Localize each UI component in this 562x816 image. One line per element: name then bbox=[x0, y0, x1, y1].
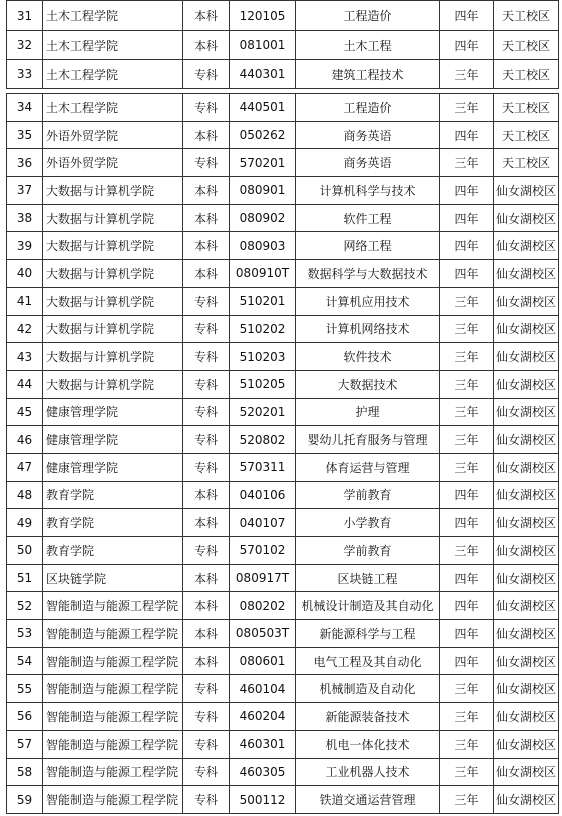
study-years: 三年 bbox=[440, 370, 494, 398]
education-level: 专科 bbox=[183, 94, 230, 122]
campus-name: 仙女湖校区 bbox=[494, 232, 559, 260]
major-name: 学前教育 bbox=[296, 537, 440, 565]
college-name: 智能制造与能源工程学院 bbox=[43, 786, 183, 814]
education-level: 本科 bbox=[183, 647, 230, 675]
education-level: 本科 bbox=[183, 232, 230, 260]
campus-name: 天工校区 bbox=[494, 149, 559, 177]
education-level: 专科 bbox=[183, 315, 230, 343]
row-number: 40 bbox=[7, 260, 43, 288]
campus-name: 仙女湖校区 bbox=[494, 730, 559, 758]
college-name: 大数据与计算机学院 bbox=[43, 204, 183, 232]
table-row bbox=[7, 232, 559, 260]
campus-name: 天工校区 bbox=[494, 31, 559, 60]
table-row bbox=[7, 481, 559, 509]
major-code: 080202 bbox=[230, 592, 296, 620]
education-level: 本科 bbox=[183, 121, 230, 149]
college-name: 大数据与计算机学院 bbox=[43, 370, 183, 398]
campus-name: 仙女湖校区 bbox=[494, 786, 559, 814]
table-row bbox=[7, 509, 559, 537]
major-name: 商务英语 bbox=[296, 121, 440, 149]
table-row bbox=[7, 94, 559, 122]
education-level: 专科 bbox=[183, 675, 230, 703]
study-years: 四年 bbox=[440, 232, 494, 260]
major-code: 440301 bbox=[230, 60, 296, 89]
table-row bbox=[7, 287, 559, 315]
campus-name: 仙女湖校区 bbox=[494, 564, 559, 592]
education-level: 本科 bbox=[183, 177, 230, 205]
study-years: 四年 bbox=[440, 204, 494, 232]
table-row bbox=[7, 703, 559, 731]
college-name: 教育学院 bbox=[43, 481, 183, 509]
college-name: 大数据与计算机学院 bbox=[43, 287, 183, 315]
table-row bbox=[7, 177, 559, 205]
row-number: 36 bbox=[7, 149, 43, 177]
major-name: 工程造价 bbox=[296, 1, 440, 31]
table-row bbox=[7, 730, 559, 758]
campus-name: 仙女湖校区 bbox=[494, 509, 559, 537]
row-number: 48 bbox=[7, 481, 43, 509]
row-number: 38 bbox=[7, 204, 43, 232]
campus-name: 仙女湖校区 bbox=[494, 481, 559, 509]
major-name: 工程造价 bbox=[296, 94, 440, 122]
study-years: 四年 bbox=[440, 564, 494, 592]
campus-name: 仙女湖校区 bbox=[494, 537, 559, 565]
education-level: 本科 bbox=[183, 260, 230, 288]
major-code: 080903 bbox=[230, 232, 296, 260]
major-name: 大数据技术 bbox=[296, 370, 440, 398]
study-years: 四年 bbox=[440, 647, 494, 675]
major-name: 电气工程及其自动化 bbox=[296, 647, 440, 675]
campus-name: 仙女湖校区 bbox=[494, 703, 559, 731]
education-level: 专科 bbox=[183, 453, 230, 481]
row-number: 55 bbox=[7, 675, 43, 703]
campus-name: 仙女湖校区 bbox=[494, 177, 559, 205]
college-name: 教育学院 bbox=[43, 537, 183, 565]
college-name: 健康管理学院 bbox=[43, 426, 183, 454]
major-name: 区块链工程 bbox=[296, 564, 440, 592]
row-number: 43 bbox=[7, 343, 43, 371]
college-name: 外语外贸学院 bbox=[43, 149, 183, 177]
study-years: 四年 bbox=[440, 592, 494, 620]
education-level: 专科 bbox=[183, 730, 230, 758]
major-name: 学前教育 bbox=[296, 481, 440, 509]
major-code: 040106 bbox=[230, 481, 296, 509]
row-number: 51 bbox=[7, 564, 43, 592]
education-level: 本科 bbox=[183, 31, 230, 60]
education-level: 本科 bbox=[183, 620, 230, 648]
row-number: 58 bbox=[7, 758, 43, 786]
row-number: 33 bbox=[7, 60, 43, 89]
study-years: 四年 bbox=[440, 260, 494, 288]
study-years: 三年 bbox=[440, 703, 494, 731]
campus-name: 仙女湖校区 bbox=[494, 620, 559, 648]
education-level: 专科 bbox=[183, 60, 230, 89]
major-code: 510203 bbox=[230, 343, 296, 371]
college-name: 智能制造与能源工程学院 bbox=[43, 758, 183, 786]
study-years: 四年 bbox=[440, 177, 494, 205]
major-code: 080901 bbox=[230, 177, 296, 205]
table-row bbox=[7, 149, 559, 177]
campus-name: 仙女湖校区 bbox=[494, 453, 559, 481]
major-name: 机械制造及自动化 bbox=[296, 675, 440, 703]
major-name: 新能源装备技术 bbox=[296, 703, 440, 731]
college-name: 土木工程学院 bbox=[43, 1, 183, 31]
study-years: 三年 bbox=[440, 730, 494, 758]
row-number: 50 bbox=[7, 537, 43, 565]
major-name: 软件技术 bbox=[296, 343, 440, 371]
education-level: 本科 bbox=[183, 1, 230, 31]
major-code: 570102 bbox=[230, 537, 296, 565]
study-years: 三年 bbox=[440, 453, 494, 481]
campus-name: 仙女湖校区 bbox=[494, 675, 559, 703]
campus-name: 仙女湖校区 bbox=[494, 370, 559, 398]
major-name: 小学教育 bbox=[296, 509, 440, 537]
major-code: 520201 bbox=[230, 398, 296, 426]
college-name: 智能制造与能源工程学院 bbox=[43, 647, 183, 675]
major-name: 新能源科学与工程 bbox=[296, 620, 440, 648]
college-name: 智能制造与能源工程学院 bbox=[43, 620, 183, 648]
major-code: 510201 bbox=[230, 287, 296, 315]
education-level: 专科 bbox=[183, 758, 230, 786]
campus-name: 天工校区 bbox=[494, 1, 559, 31]
study-years: 三年 bbox=[440, 426, 494, 454]
campus-name: 仙女湖校区 bbox=[494, 647, 559, 675]
campus-name: 仙女湖校区 bbox=[494, 204, 559, 232]
campus-name: 仙女湖校区 bbox=[494, 592, 559, 620]
study-years: 三年 bbox=[440, 149, 494, 177]
college-name: 健康管理学院 bbox=[43, 398, 183, 426]
table-row bbox=[7, 398, 559, 426]
education-level: 专科 bbox=[183, 343, 230, 371]
table-row bbox=[7, 453, 559, 481]
table-row bbox=[7, 343, 559, 371]
study-years: 三年 bbox=[440, 60, 494, 89]
major-code: 440501 bbox=[230, 94, 296, 122]
major-code: 080917T bbox=[230, 564, 296, 592]
major-code: 460204 bbox=[230, 703, 296, 731]
row-number: 52 bbox=[7, 592, 43, 620]
college-name: 大数据与计算机学院 bbox=[43, 315, 183, 343]
college-name: 大数据与计算机学院 bbox=[43, 232, 183, 260]
table-row bbox=[7, 564, 559, 592]
major-code: 510205 bbox=[230, 370, 296, 398]
major-name: 护理 bbox=[296, 398, 440, 426]
table-row bbox=[7, 1, 559, 31]
study-years: 四年 bbox=[440, 481, 494, 509]
study-years: 四年 bbox=[440, 509, 494, 537]
table-row bbox=[7, 647, 559, 675]
education-level: 专科 bbox=[183, 786, 230, 814]
row-number: 53 bbox=[7, 620, 43, 648]
major-name: 机械设计制造及其自动化 bbox=[296, 592, 440, 620]
major-code: 460301 bbox=[230, 730, 296, 758]
row-number: 37 bbox=[7, 177, 43, 205]
study-years: 三年 bbox=[440, 94, 494, 122]
row-number: 32 bbox=[7, 31, 43, 60]
major-code: 500112 bbox=[230, 786, 296, 814]
study-years: 三年 bbox=[440, 758, 494, 786]
education-level: 专科 bbox=[183, 426, 230, 454]
major-code: 570201 bbox=[230, 149, 296, 177]
row-number: 57 bbox=[7, 730, 43, 758]
table-row bbox=[7, 758, 559, 786]
row-number: 41 bbox=[7, 287, 43, 315]
study-years: 四年 bbox=[440, 1, 494, 31]
campus-name: 仙女湖校区 bbox=[494, 315, 559, 343]
table-row bbox=[7, 786, 559, 814]
study-years: 三年 bbox=[440, 343, 494, 371]
study-years: 四年 bbox=[440, 121, 494, 149]
major-name: 婴幼儿托育服务与管理 bbox=[296, 426, 440, 454]
education-level: 专科 bbox=[183, 370, 230, 398]
college-name: 土木工程学院 bbox=[43, 31, 183, 60]
major-code: 520802 bbox=[230, 426, 296, 454]
majors-table-bottom bbox=[6, 93, 559, 814]
major-code: 510202 bbox=[230, 315, 296, 343]
college-name: 大数据与计算机学院 bbox=[43, 177, 183, 205]
study-years: 四年 bbox=[440, 31, 494, 60]
campus-name: 仙女湖校区 bbox=[494, 260, 559, 288]
college-name: 大数据与计算机学院 bbox=[43, 260, 183, 288]
table-row bbox=[7, 204, 559, 232]
major-name: 数据科学与大数据技术 bbox=[296, 260, 440, 288]
education-level: 专科 bbox=[183, 398, 230, 426]
table-row bbox=[7, 426, 559, 454]
row-number: 46 bbox=[7, 426, 43, 454]
major-name: 计算机应用技术 bbox=[296, 287, 440, 315]
table-row bbox=[7, 370, 559, 398]
study-years: 三年 bbox=[440, 537, 494, 565]
table-row bbox=[7, 315, 559, 343]
college-name: 健康管理学院 bbox=[43, 453, 183, 481]
row-number: 35 bbox=[7, 121, 43, 149]
row-number: 54 bbox=[7, 647, 43, 675]
campus-name: 天工校区 bbox=[494, 60, 559, 89]
major-name: 商务英语 bbox=[296, 149, 440, 177]
major-code: 080902 bbox=[230, 204, 296, 232]
college-name: 土木工程学院 bbox=[43, 60, 183, 89]
major-name: 建筑工程技术 bbox=[296, 60, 440, 89]
table-row bbox=[7, 31, 559, 60]
major-code: 080503T bbox=[230, 620, 296, 648]
major-name: 机电一体化技术 bbox=[296, 730, 440, 758]
major-name: 体育运营与管理 bbox=[296, 453, 440, 481]
row-number: 39 bbox=[7, 232, 43, 260]
major-name: 计算机科学与技术 bbox=[296, 177, 440, 205]
row-number: 47 bbox=[7, 453, 43, 481]
campus-name: 天工校区 bbox=[494, 121, 559, 149]
major-name: 工业机器人技术 bbox=[296, 758, 440, 786]
majors-table-top bbox=[6, 0, 559, 89]
major-code: 120105 bbox=[230, 1, 296, 31]
education-level: 专科 bbox=[183, 703, 230, 731]
college-name: 外语外贸学院 bbox=[43, 121, 183, 149]
major-code: 080910T bbox=[230, 260, 296, 288]
education-level: 专科 bbox=[183, 537, 230, 565]
table-row bbox=[7, 592, 559, 620]
row-number: 56 bbox=[7, 703, 43, 731]
study-years: 三年 bbox=[440, 287, 494, 315]
college-name: 智能制造与能源工程学院 bbox=[43, 730, 183, 758]
row-number: 34 bbox=[7, 94, 43, 122]
education-level: 专科 bbox=[183, 287, 230, 315]
row-number: 31 bbox=[7, 1, 43, 31]
table-row bbox=[7, 620, 559, 648]
major-name: 铁道交通运营管理 bbox=[296, 786, 440, 814]
campus-name: 仙女湖校区 bbox=[494, 287, 559, 315]
table-row bbox=[7, 675, 559, 703]
education-level: 本科 bbox=[183, 592, 230, 620]
table-row bbox=[7, 260, 559, 288]
major-code: 040107 bbox=[230, 509, 296, 537]
study-years: 四年 bbox=[440, 620, 494, 648]
campus-name: 仙女湖校区 bbox=[494, 426, 559, 454]
campus-name: 仙女湖校区 bbox=[494, 343, 559, 371]
row-number: 49 bbox=[7, 509, 43, 537]
college-name: 智能制造与能源工程学院 bbox=[43, 675, 183, 703]
row-number: 42 bbox=[7, 315, 43, 343]
major-code: 081001 bbox=[230, 31, 296, 60]
education-level: 本科 bbox=[183, 204, 230, 232]
table-row bbox=[7, 60, 559, 89]
college-name: 土木工程学院 bbox=[43, 94, 183, 122]
campus-name: 天工校区 bbox=[494, 94, 559, 122]
education-level: 本科 bbox=[183, 564, 230, 592]
education-level: 专科 bbox=[183, 149, 230, 177]
study-years: 三年 bbox=[440, 398, 494, 426]
row-number: 44 bbox=[7, 370, 43, 398]
campus-name: 仙女湖校区 bbox=[494, 758, 559, 786]
table-row bbox=[7, 537, 559, 565]
study-years: 三年 bbox=[440, 675, 494, 703]
campus-name: 仙女湖校区 bbox=[494, 398, 559, 426]
major-code: 050262 bbox=[230, 121, 296, 149]
study-years: 三年 bbox=[440, 786, 494, 814]
major-code: 570311 bbox=[230, 453, 296, 481]
major-code: 080601 bbox=[230, 647, 296, 675]
major-name: 软件工程 bbox=[296, 204, 440, 232]
major-code: 460104 bbox=[230, 675, 296, 703]
education-level: 本科 bbox=[183, 481, 230, 509]
college-name: 大数据与计算机学院 bbox=[43, 343, 183, 371]
row-number: 45 bbox=[7, 398, 43, 426]
education-level: 本科 bbox=[183, 509, 230, 537]
major-name: 计算机网络技术 bbox=[296, 315, 440, 343]
college-name: 智能制造与能源工程学院 bbox=[43, 592, 183, 620]
major-name: 土木工程 bbox=[296, 31, 440, 60]
college-name: 区块链学院 bbox=[43, 564, 183, 592]
college-name: 智能制造与能源工程学院 bbox=[43, 703, 183, 731]
study-years: 三年 bbox=[440, 315, 494, 343]
table-row bbox=[7, 121, 559, 149]
major-name: 网络工程 bbox=[296, 232, 440, 260]
row-number: 59 bbox=[7, 786, 43, 814]
college-name: 教育学院 bbox=[43, 509, 183, 537]
major-code: 460305 bbox=[230, 758, 296, 786]
